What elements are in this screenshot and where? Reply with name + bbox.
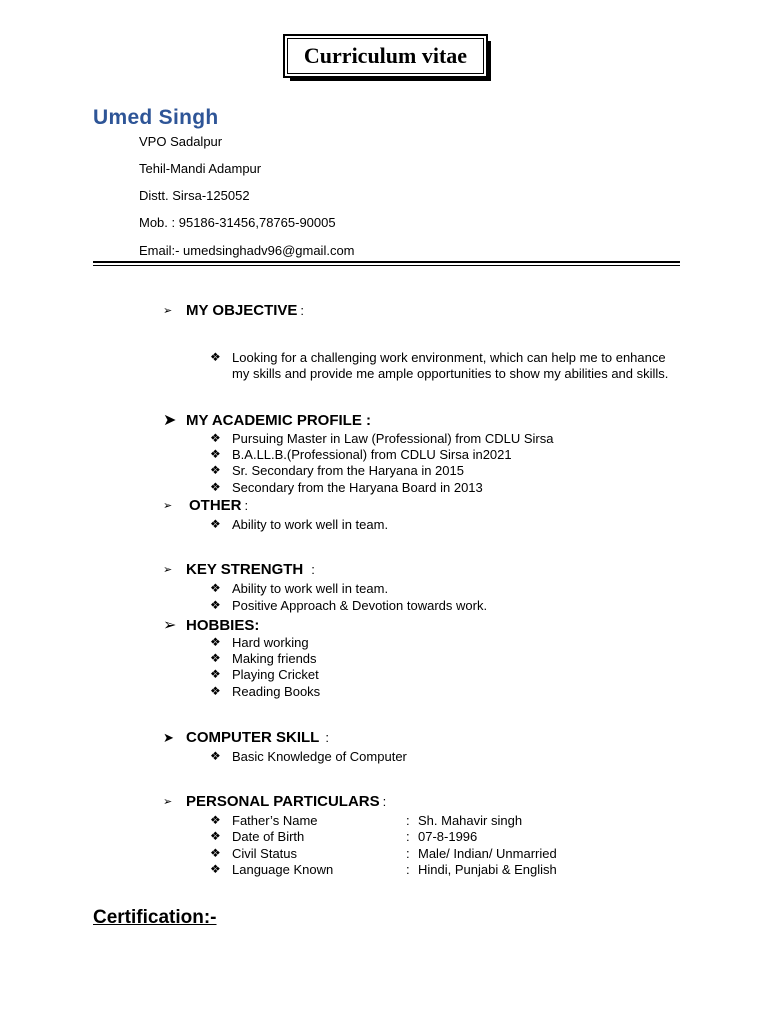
list-item <box>210 684 682 700</box>
personal-key: Date of Birth <box>232 829 305 844</box>
list-item-text: Basic Knowledge of Computer <box>232 749 407 764</box>
personal-row <box>210 846 557 861</box>
header-divider-thin <box>93 265 680 266</box>
header-divider-thick <box>93 261 680 263</box>
section-personal-heading <box>163 793 386 810</box>
arrow-icon: ➤ <box>163 729 174 745</box>
diamond-bullet-icon: ❖ <box>210 635 221 649</box>
personal-value: Hindi, Punjabi & English <box>418 862 557 877</box>
personal-row <box>210 829 477 844</box>
personal-separator: : <box>406 862 410 877</box>
list-item-text: Hard working <box>232 635 309 650</box>
arrow-icon: ➢ <box>163 617 177 634</box>
list-item <box>210 431 682 447</box>
diamond-bullet-icon: ❖ <box>210 517 221 531</box>
email-line: Email:- umedsinghadv96@gmail.com <box>139 243 355 258</box>
list-item-text: Positive Approach & Devotion towards work. <box>232 598 488 613</box>
list-item-text: B.A.LL.B.(Professional) from CDLU Sirsa in2021 <box>232 447 512 462</box>
diamond-bullet-icon: ❖ <box>210 581 221 595</box>
diamond-bullet-icon: ❖ <box>210 667 221 681</box>
heading-colon: : <box>382 794 387 809</box>
list-item-text: Pursuing Master in Law (Professional) from CDLU Sirsa <box>232 431 554 446</box>
address-line-1: VPO Sadalpur <box>139 134 223 149</box>
diamond-bullet-icon: ❖ <box>210 350 221 364</box>
list-item-text: Making friends <box>232 651 317 666</box>
list-item-text: Playing Cricket <box>232 667 319 682</box>
list-item-text: Secondary from the Haryana Board in 2013 <box>232 480 483 495</box>
address-line-2: Tehil-Mandi Adampur <box>139 161 262 176</box>
arrow-icon: ➢ <box>163 564 173 576</box>
diamond-bullet-icon: ❖ <box>210 813 221 827</box>
heading-colon: : <box>325 730 329 745</box>
address-line-3: Distt. Sirsa-125052 <box>139 188 250 203</box>
list-item-text: Looking for a challenging work environment, which can help me to enhance my skills and provide me ample opportunities to show my abilities and skills. <box>232 350 669 381</box>
diamond-bullet-icon: ❖ <box>210 480 221 494</box>
certification-heading: Certification:- <box>93 907 217 928</box>
list-item <box>210 447 682 463</box>
heading-label: HOBBIES: <box>186 616 260 634</box>
personal-value: Male/ Indian/ Unmarried <box>418 846 557 861</box>
list-item-text: Reading Books <box>232 684 321 699</box>
arrow-icon: ➢ <box>163 500 173 512</box>
heading-label: MY OBJECTIVE <box>186 302 298 319</box>
list-item <box>210 667 682 683</box>
heading-label: COMPUTER SKILL <box>186 729 320 746</box>
heading-label: OTHER <box>189 497 242 514</box>
personal-row <box>210 862 557 877</box>
list-item-text: Ability to work well in team. <box>232 517 389 532</box>
personal-value: 07-8-1996 <box>418 829 478 844</box>
personal-separator: : <box>406 829 410 844</box>
list-item <box>210 598 682 614</box>
diamond-bullet-icon: ❖ <box>210 463 221 477</box>
diamond-bullet-icon: ❖ <box>210 829 221 843</box>
list-item <box>210 635 682 651</box>
section-other-heading <box>163 497 248 514</box>
diamond-bullet-icon: ❖ <box>210 684 221 698</box>
personal-separator: : <box>406 813 410 828</box>
diamond-bullet-icon: ❖ <box>210 846 221 860</box>
diamond-bullet-icon: ❖ <box>210 749 221 763</box>
list-item <box>210 350 682 382</box>
personal-key: Father’s Name <box>232 813 318 828</box>
list-item-text: Ability to work well in team. <box>232 581 389 596</box>
diamond-bullet-icon: ❖ <box>210 862 221 876</box>
section-computer-heading <box>163 729 329 746</box>
list-item <box>210 651 682 667</box>
personal-key: Civil Status <box>232 846 298 861</box>
list-item <box>210 581 682 597</box>
diamond-bullet-icon: ❖ <box>210 598 221 612</box>
list-item <box>210 517 682 533</box>
heading-label: KEY STRENGTH <box>186 561 304 578</box>
list-item <box>210 480 682 496</box>
title-box <box>283 34 488 78</box>
arrow-icon: ➤ <box>163 412 177 429</box>
heading-colon: : <box>300 303 305 318</box>
heading-colon: : <box>244 498 249 513</box>
arrow-icon: ➢ <box>163 796 173 808</box>
personal-value: Sh. Mahavir singh <box>418 813 523 828</box>
heading-label: PERSONAL PARTICULARS <box>186 793 380 810</box>
personal-separator: : <box>406 846 410 861</box>
list-item-text: Sr. Secondary from the Haryana in 2015 <box>232 463 464 478</box>
list-item <box>210 463 682 479</box>
candidate-name: Umed Singh <box>93 106 219 129</box>
arrow-icon: ➢ <box>163 305 173 317</box>
section-academic-heading <box>163 410 371 430</box>
mobile-line: Mob. : 95186-31456,78765-90005 <box>139 215 336 230</box>
diamond-bullet-icon: ❖ <box>210 431 221 445</box>
heading-colon: : <box>311 562 315 577</box>
document-title: Curriculum vitae <box>287 38 484 74</box>
section-objective-heading <box>163 302 304 319</box>
diamond-bullet-icon: ❖ <box>210 447 221 461</box>
heading-label: MY ACADEMIC PROFILE : <box>186 411 372 429</box>
section-hobbies-heading <box>163 615 259 635</box>
diamond-bullet-icon: ❖ <box>210 651 221 665</box>
personal-key: Language Known <box>232 862 334 877</box>
personal-row <box>210 813 522 828</box>
section-key-strength-heading <box>163 561 315 578</box>
list-item <box>210 749 682 765</box>
